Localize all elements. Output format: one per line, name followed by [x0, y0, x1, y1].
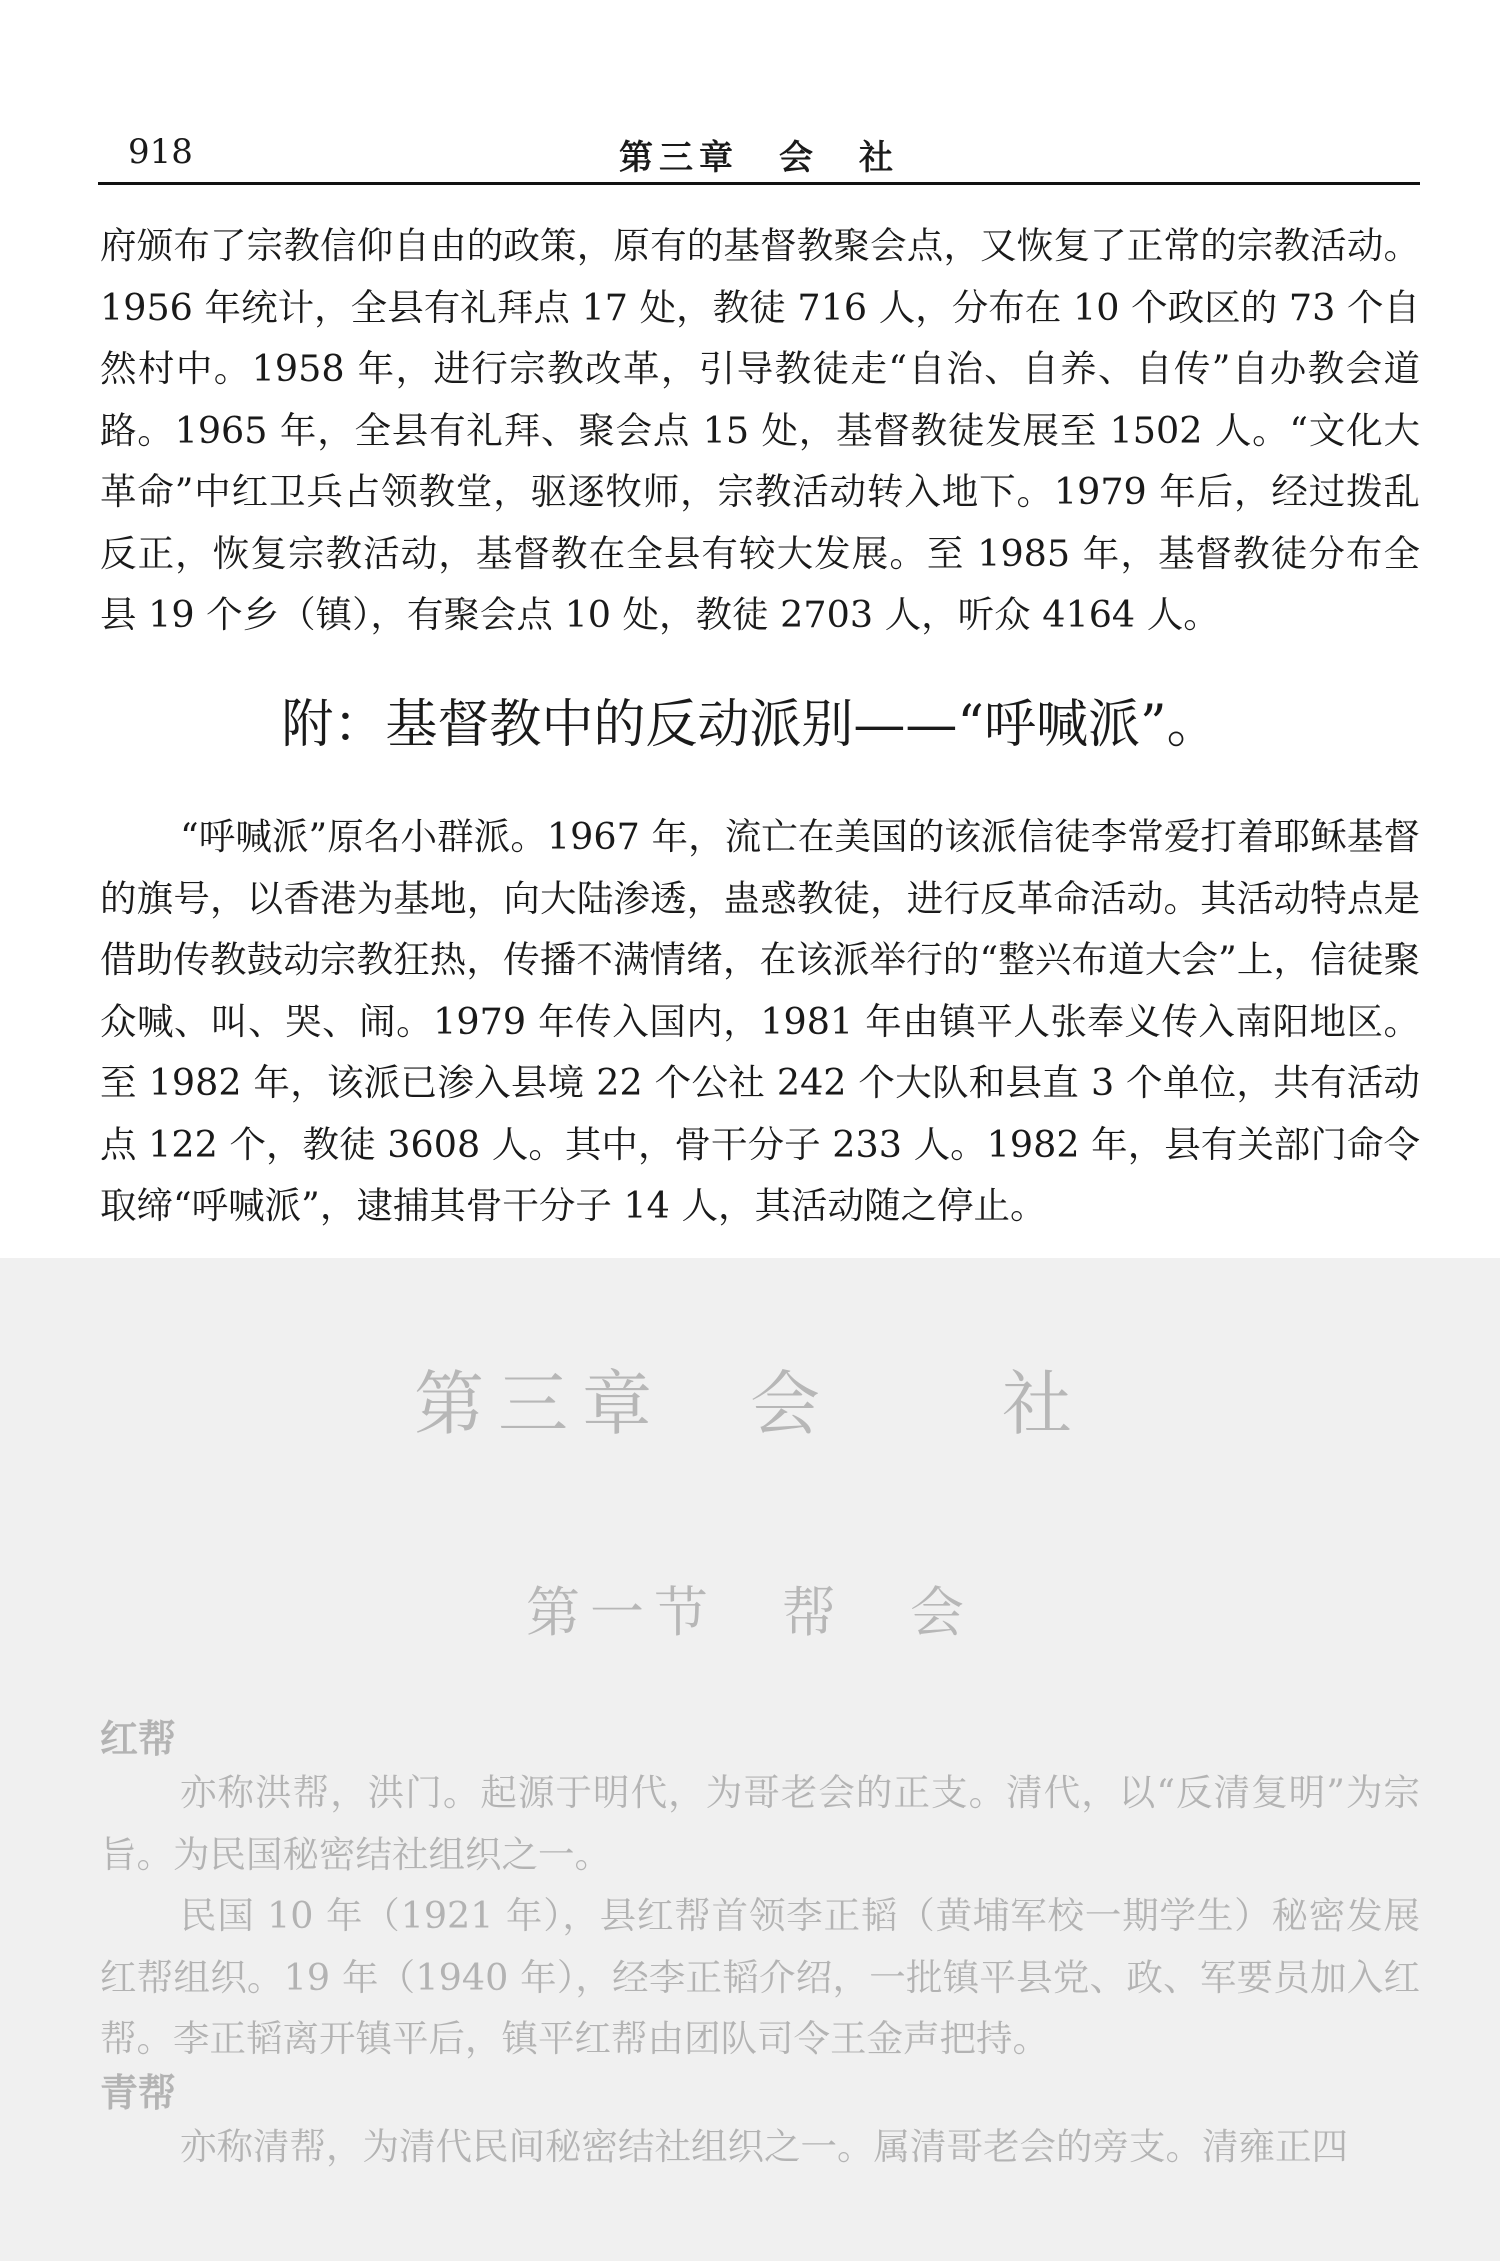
hongbang-heading: 红帮: [100, 1717, 177, 1761]
body-paragraph-1: 府颁布了宗教信仰自由的政策，原有的基督教聚会点，又恢复了正常的宗教活动。1956 年统计，全县有礼拜点 17 处，教徒 716 人，分布在 10 个政区的 73 个自然村中。1958 年，进行宗教改革，引导教徒走“自治、自养、自传”自办教会道路。1965 年，全县有礼拜、聚会点 15 处，基督教徒发展至 1502 人。“文化大革命”中红卫兵占领教堂，驱逐牧师，宗教活动转入地下。1979 年后，经过拨乱反正，恢复宗教活动，基督教在全县有较大发展。至 1985 年，基督教徒分布全县 19 个乡（镇），有聚会点 10 处，教徒 2703 人，听众 4164 人。: [100, 224, 1420, 636]
body-paragraph-2: “呼喊派”原名小群派。1967 年，流亡在美国的该派信徒李常爱打着耶稣基督的旗号，以香港为基地，向大陆渗透，蛊惑教徒，进行反革命活动。其活动特点是借助传教鼓动宗教狂热，传播不满情绪，在该派举行的“整兴布道大会”上，信徒聚众喊、叫、哭、闹。1979 年传入国内，1981 年由镇平人张奉义传入南阳地区。至 1982 年，该派已渗入县境 22 个公社 242 个大队和县直 3 个单位，共有活动点 122 个，教徒 3608 人。其中，骨干分子 233 人。1982 年，县有关部门命令取缔“呼喊派”，逮捕其骨干分子 14 人，其活动随之停止。: [100, 815, 1420, 1227]
appendix-title: 附：基督教中的反动派别——“呼喊派”。: [281, 695, 1219, 755]
page-number: 918: [128, 132, 193, 172]
hongbang-paragraph-1: 亦称洪帮，洪门。起源于明代，为哥老会的正支。清代，以“反清复明”为宗旨。为民国秘密结社组织之一。: [100, 1771, 1420, 1876]
faded-next-page-preview: [0, 1258, 1500, 2261]
section-heading: 第一节 帮 会: [526, 1581, 974, 1644]
running-title: 第三章 会 社: [619, 138, 899, 178]
qingbang-heading: 青帮: [100, 2071, 177, 2115]
hongbang-paragraph-2: 民国 10 年（1921 年），县红帮首领李正韬（黄埔军校一期学生）秘密发展红帮组织。19 年（1940 年），经李正韬介绍，一批镇平县党、政、军要员加入红帮。李正韬离开镇平后，镇平红帮由团队司令王金声把持。: [100, 1894, 1420, 2060]
page-header: [98, 130, 1420, 185]
chapter-title: 第三章 会 社: [414, 1363, 1086, 1445]
qingbang-paragraph-1: 亦称清帮，为清代民间秘密结社组织之一。属清哥老会的旁支。清雍正四: [180, 2125, 1348, 2168]
